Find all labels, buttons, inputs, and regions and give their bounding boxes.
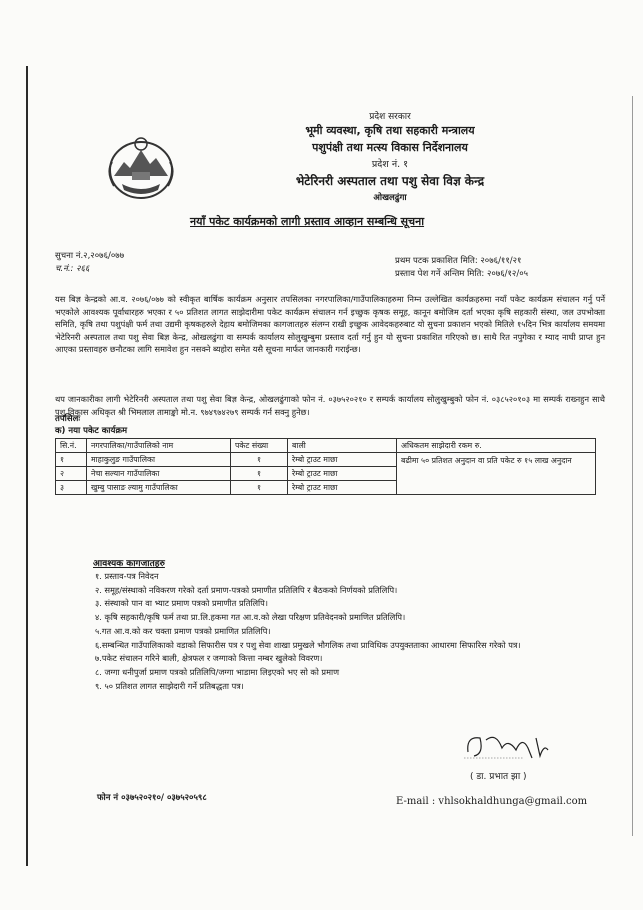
cell: नेचा सल्यान गाउँपालिका xyxy=(87,467,231,481)
cell: १ xyxy=(231,453,288,467)
cell: रेम्बो ट्राउट माछा xyxy=(288,467,397,481)
signatory-name: ( डा. प्रभात झा ) xyxy=(470,772,527,782)
scan-edge-right xyxy=(632,96,633,836)
documents-title: आवश्यक कागजातहरु xyxy=(93,559,165,569)
cell: ३ xyxy=(56,481,87,495)
list-item: ८. जग्गा धनीपुर्जा प्रमाण पत्रको प्रतिलिपि/जग्गा भाडामा लिइएको भए सो को प्रमाण xyxy=(95,666,340,677)
cell: १ xyxy=(56,453,87,467)
notice-number: सुचना नं.२,२०७६/०७७ xyxy=(55,251,125,261)
cell: खुम्बु पासाङ ल्यामु गाउँपालिका xyxy=(87,481,231,495)
submission-deadline: प्रस्ताव पेश गर्ने अन्तिम मिति: २०७६/१२/०५ xyxy=(395,269,529,279)
list-item: ७.पकेट संचालन गरिने बाली, क्षेत्रफल र जग्गाको कित्ता नम्बर खुलेको विवरण। xyxy=(95,653,323,664)
list-item: ६.सम्बन्धित गाउँपालिकाको वडाको सिफारीस पत्र र पशु सेवा शाखा प्रमुखले भौगलिक तथा प्राविधिक उपयुक्तताका आधारमा सिफारिस गरेको पत्र। xyxy=(95,639,521,650)
pocket-program-table xyxy=(55,438,596,495)
tapsil-label: तपसिलः xyxy=(55,414,81,424)
col-max-amount: अधिकतम साझेदारी रकम रु. xyxy=(397,439,596,453)
scan-edge xyxy=(26,66,28,866)
list-item: ५.गत आ.व.को कर चक्ता प्रमाण पत्रको प्रमाणित प्रतिलिपि। xyxy=(95,625,271,636)
col-pocket-count: पकेट संख्या xyxy=(231,439,288,453)
nepal-emblem-icon xyxy=(104,132,178,204)
header-ministry: भूमी व्यवस्था, कृषि तथा सहकारी मन्त्रालय xyxy=(305,124,475,137)
table-row xyxy=(56,453,596,467)
cell: माहाकुलुङ गाउँपालिका xyxy=(87,453,231,467)
list-item: १. प्रस्ताव-पत्र निवेदन xyxy=(95,571,159,581)
col-sn: सि.नं. xyxy=(56,439,87,453)
first-published-date: प्रथम पटक प्रकाशित मिति: २०७६/११/२१ xyxy=(395,256,522,266)
max-amount-cell: बढीमा ५० प्रतिशत अनुदान वा प्रति पकेट रु १५ लाख अनुदान xyxy=(397,453,596,495)
header-location: ओखलढुंगा xyxy=(373,193,407,203)
footer-email: E-mail : vhlsokhaldhunga@gmail.com xyxy=(396,796,588,807)
header-province-gov: प्रदेश सरकार xyxy=(369,112,411,122)
notice-subject: नयाँ पकेट कार्यक्रमको लागी प्रस्ताव आव्हान सम्बन्धि सूचना xyxy=(190,215,425,228)
notice-paragraph-main: यस बिज्ञ केन्द्रको आ.व. २०७६/०७७ को स्वीकृत बार्षिक कार्यक्रम अनुसार तपसिलका नगरपालिका/गाउँपालिकाहरुमा निम्न उल्लेखित कार्यक्रहरुमा नयाँ पकेट कार्यक्रम संचालन गर्नु पर्ने भएकोले आवश्यक पूर्वाधारहरु भएका र ५० प्रतिशत लागत साझेदारीमा पकेट कार्यक्रम संचालन गर्न इच्छुक कृषक समूह, कानून बमोजिम दर्ता भएका कृषि सहकारी संस्था, जल उपभोक्ता समिति, कृषि तथा पशुपंक्षी फर्म तथा उद्यमी कृषकहरुले देहाय बमोजिमका कागजातहरु संलग्न राखी इच्छुक आवेदकहरुबाट यो सुचना प्रकाशन भएको मितिले १५दिन भित्र कार्यालय समयमा भेटेरिनरी अस्पताल तथा पशु सेवा बिज्ञ केन्द्र, ओखलढुंगा वा सम्पर्क कार्यालय सोलुखुम्बुमा प्रस्ताव दर्ता गर्नु हुन यो सुचना प्रकाशित गरिएको छ। साथै रित नपुगेका र म्याद नाघी प्राप्त हुन आएका प्रस्तावहरु छनौटका लागि समावेश हुन नसक्ने ब्यहोरा समेत यसै सूचना मार्फत जानकारी गराईन्छ। xyxy=(55,294,605,355)
header-province-no: प्रदेश नं. १ xyxy=(371,159,409,170)
cell: रेम्बो ट्राउट माछा xyxy=(288,481,397,495)
notice-paragraph-contact: थप जानकारीका लागी भेटेरिनरी अस्पताल तथा पशु सेवा बिज्ञ केन्द्र, ओखलढुंगाको फोन नं. ०३७५२०२१० र सम्पर्क कार्यालय सोलुखुम्बुको फोन नं. ०३८५२०१०३ मा सम्पर्क राख्नहुन साथै पशु विकास अधिकृत श्री भिमलाल तामाङ्को मो.न. ९७४९७४२७९ सम्पर्क गर्न सक्नु हुनेछ। xyxy=(55,394,605,417)
header-directorate: पशुपंक्षी तथा मत्स्य विकास निर्देशनालय xyxy=(312,141,468,154)
dispatch-number: च.नं.: २६६ xyxy=(55,264,90,274)
cell: रेम्बो ट्राउट माछा xyxy=(288,453,397,467)
cell: २ xyxy=(56,467,87,481)
program-sub-label: क) नया पकेट कार्यक्रम xyxy=(55,426,128,436)
cell: १ xyxy=(231,467,288,481)
signature-icon xyxy=(462,728,552,764)
list-item: २. समूह/संस्थाको नविकरण गरेको दर्ता प्रमाण-पत्रको प्रमाणीत प्रतिलिपि र बैठकको निर्णयको प्रतिलिपि। xyxy=(95,584,398,595)
footer-phone: फोन नं ०३७५२०२१०/ ०३७५२०५९८ xyxy=(97,793,207,803)
header-office-name: भेटेरिनरी अस्पताल तथा पशु सेवा विज्ञ केन्द्र xyxy=(295,174,485,188)
table-header-row xyxy=(56,439,596,453)
documents-list xyxy=(95,570,595,693)
col-municipality: नगरपालिका/गाउँपालिको नाम xyxy=(87,439,231,453)
list-item: ९. ५० प्रतिशत लागत साझेदारी गर्ने प्रतिबद्धता पत्र। xyxy=(95,680,244,691)
col-crop: बाली xyxy=(288,439,397,453)
list-item: ४. कृषि सहकारी/कृषि फर्म तथा प्रा.लि.हकमा गत आ.व.को लेखा परिक्षण प्रतिवेदनको प्रमाणित प्रतिलिपि। xyxy=(95,612,406,623)
list-item: ३. संस्थाको पान वा भ्याट प्रमाण पत्रको प्रमाणीत प्रतिलिपि। xyxy=(95,598,268,609)
cell: १ xyxy=(231,481,288,495)
